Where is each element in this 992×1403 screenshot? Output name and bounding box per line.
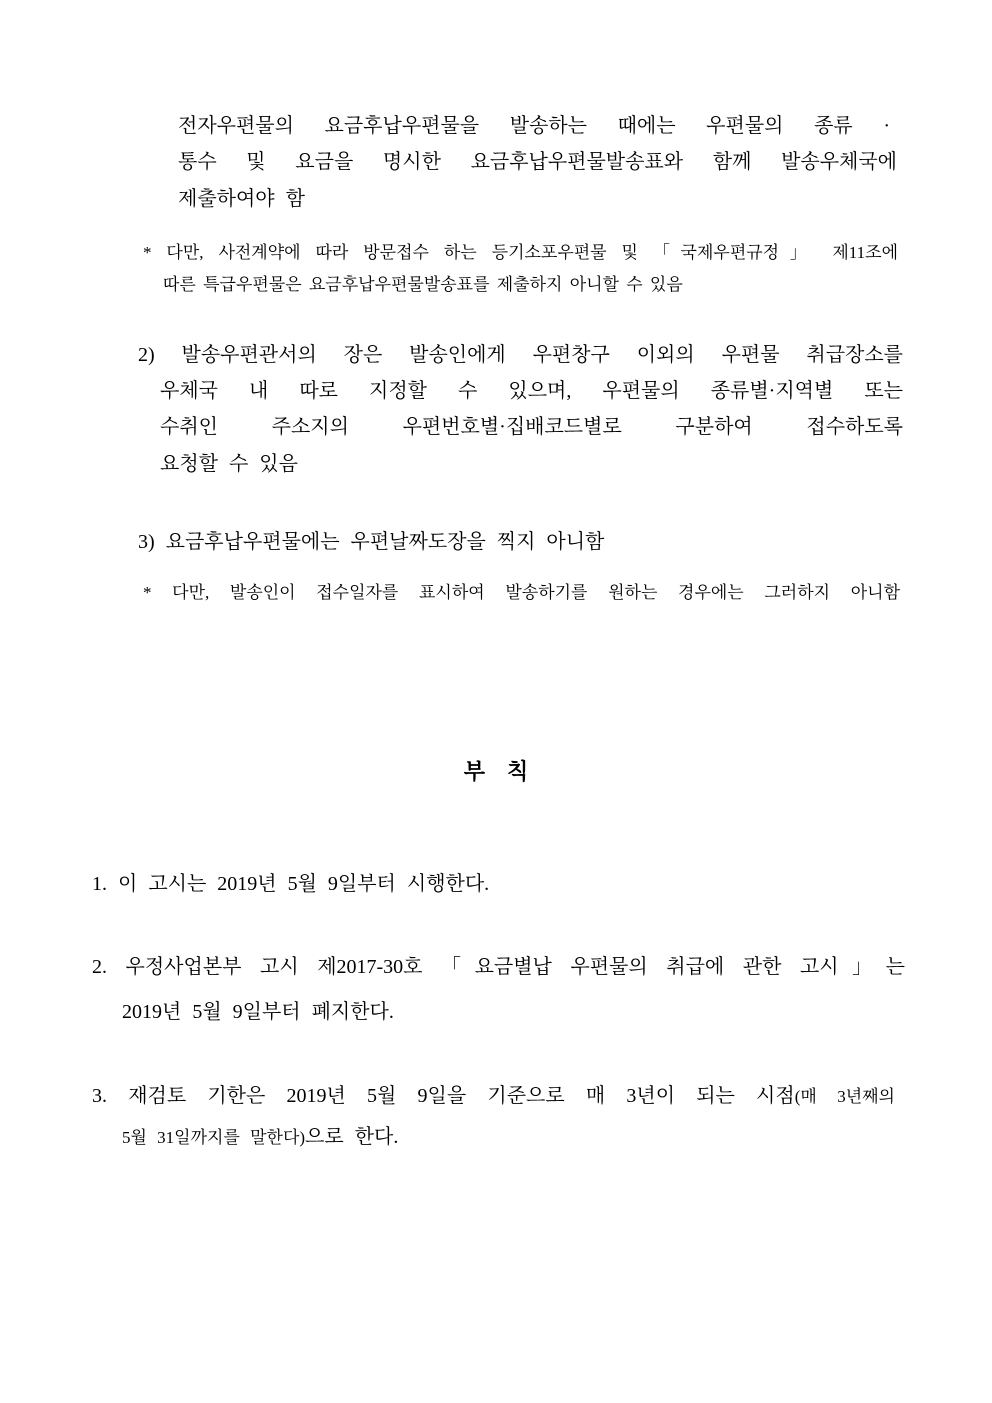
addendum-item-1: 1. 이 고시는 2019년 5월 9일부터 시행한다. [92,873,490,895]
footnote-1-line-1: * 다만, 사전계약에 따라 방문접수 하는 등기소포우편물 및 「국제우편규정」 제11조에 [143,243,898,262]
addendum-item-3-line-2 [122,1125,398,1150]
addendum-heading: 부 칙 [463,759,529,784]
item-2-line-3: 수취인 주소지의 우편번호별·집배코드별로 구분하여 접수하도록 [160,416,903,438]
intro-paragraph-line-2: 통수 및 요금을 명시한 요금후납우편물발송표와 함께 발송우체국에 [178,151,897,173]
addendum-item-3-line-1-parenthetical: (매 3년째의 [794,1087,895,1106]
intro-paragraph-line-1: 전자우편물의 요금후납우편물을 발송하는 때에는 우편물의 종류 · [178,115,890,137]
addendum-item-3-line-1-main: 3. 재검토 기한은 2019년 5월 9일을 기준으로 매 3년이 되는 시점 [92,1085,795,1107]
intro-paragraph-line-3: 제출하여야 함 [178,188,305,210]
item-2-line-4: 요청할 수 있음 [160,453,298,475]
addendum-item-3-line-1 [92,1084,895,1109]
item-2-line-2: 우체국 내 따로 지정할 수 있으며, 우편물의 종류별·지역별 또는 [160,380,903,402]
footnote-1-line-2: 따른 특급우편물은 요금후납우편물발송표를 제출하지 아니할 수 있음 [163,275,683,294]
footnote-2-line: * 다만, 발송인이 접수일자를 표시하여 발송하기를 원하는 경우에는 그러하지 아니함 [143,583,900,602]
item-2-line-1: 2) 발송우편관서의 장은 발송인에게 우편창구 이외의 우편물 취급장소를 [138,344,903,366]
addendum-item-3-line-2-parenthetical: 5월 31일까지를 말한다) [122,1128,306,1147]
addendum-item-3-line-2-main: 으로 한다. [305,1126,399,1148]
item-3-line: 3) 요금후납우편물에는 우편날짜도장을 찍지 아니함 [138,531,605,553]
addendum-item-2-line-1: 2. 우정사업본부 고시 제2017-30호 「요금별납 우편물의 취급에 관한 고시」는 [92,956,905,978]
addendum-item-2-line-2: 2019년 5월 9일부터 폐지한다. [122,1001,394,1023]
